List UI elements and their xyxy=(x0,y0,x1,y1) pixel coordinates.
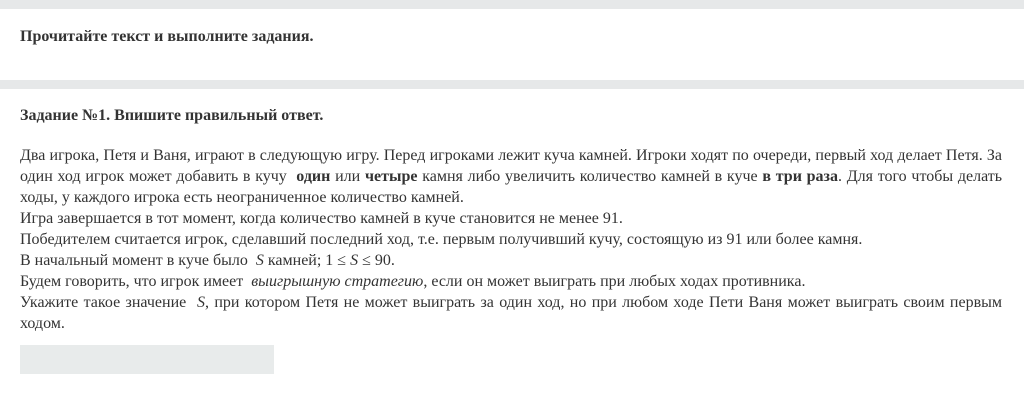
task-paragraph-end-condition: Игра завершается в тот момент, когда количество камней в куче становится не менее 91. xyxy=(20,210,623,227)
move-one-emphasis: один xyxy=(296,168,331,185)
variable-s: S xyxy=(196,294,205,311)
rules-text-3: камня либо увеличить количество камней в куче xyxy=(422,168,758,185)
winning-strategy-term: выигрышную стратегию xyxy=(251,273,424,290)
task-statement xyxy=(20,145,1002,334)
strategy-text-2: , если он может выиграть при любых ходах противника. xyxy=(423,273,806,290)
task-section xyxy=(0,89,1024,420)
initial-text-2: камней; 1 ≤ xyxy=(267,252,347,269)
page-instruction: Прочитайте текст и выполните задания. xyxy=(20,28,314,45)
section-divider xyxy=(0,80,1024,89)
rules-text-4: . Для того чтобы делать ходы, у каждого игрока есть неограниченное количество камней. xyxy=(20,168,1003,206)
question-text-1: Укажите такое значение xyxy=(20,294,187,311)
task-paragraph-strategy xyxy=(20,271,1002,292)
variable-s: S xyxy=(255,252,264,269)
move-triple-emphasis: в три раза xyxy=(762,168,838,185)
task-paragraph-question xyxy=(20,292,1002,334)
task-paragraph-rules xyxy=(20,145,1002,208)
move-four-emphasis: четыре xyxy=(364,168,418,185)
task-title: Задание №1. Впишите правильный ответ. xyxy=(20,107,324,124)
strategy-text-1: Будем говорить, что игрок имеет xyxy=(20,273,244,290)
top-divider xyxy=(0,0,1024,9)
intro-section xyxy=(0,9,1024,80)
answer-input[interactable] xyxy=(20,345,274,374)
rules-text-2: или xyxy=(335,168,361,185)
initial-text-1: В начальный момент в куче было xyxy=(20,252,248,269)
rules-text-1: Два игрока, Петя и Ваня, играют в следующую игру. Перед игроками лежит куча камней. Игроки ходят по очереди, первый ход делает Петя. За один ход игрок может добавить в кучу xyxy=(20,147,1002,185)
question-text-2: , при котором Петя не может выиграть за один ход, но при любом ходе Пети Ваня может выиграть своим первым ходом. xyxy=(20,294,1003,332)
task-paragraph-initial xyxy=(20,250,1002,271)
variable-s: S xyxy=(350,252,359,269)
initial-text-3: ≤ 90. xyxy=(362,252,395,269)
task-paragraph-winner: Победителем считается игрок, сделавший последний ход, т.е. первым получивший кучу, состоящую из 91 или более камня. xyxy=(20,231,863,248)
